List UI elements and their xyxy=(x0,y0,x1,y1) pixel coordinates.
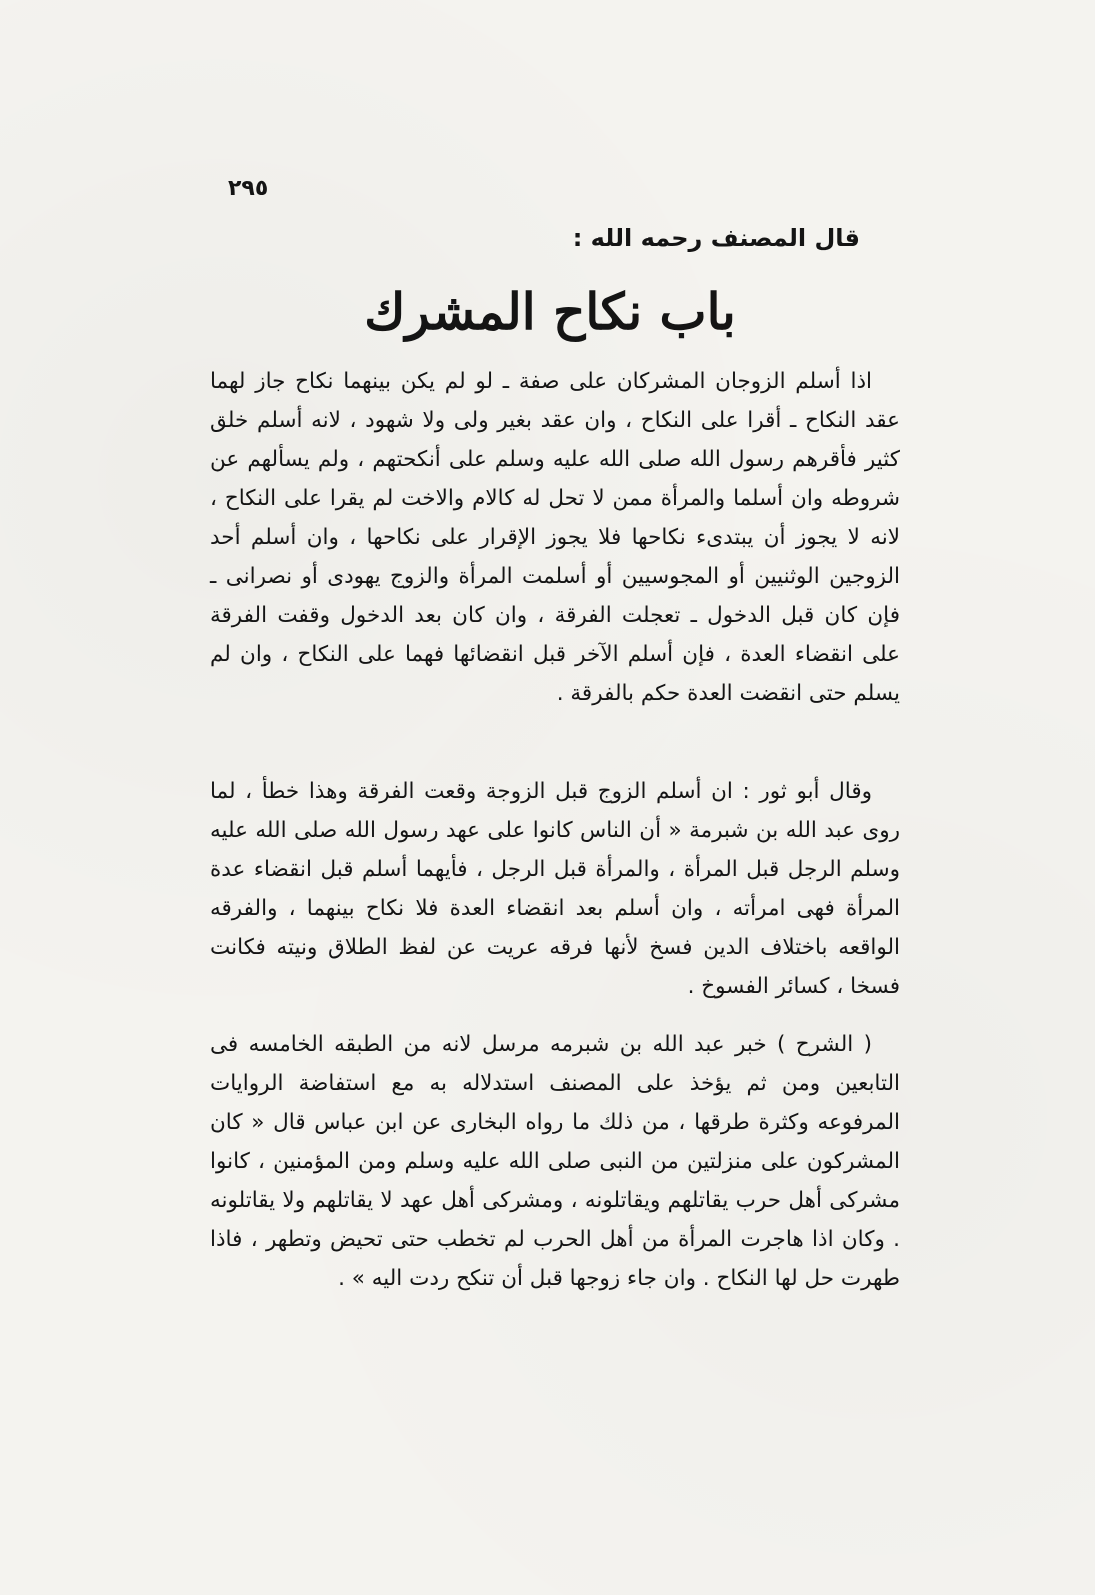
paragraph-text: اذا أسلم الزوجان المشركان على صفة ـ لو لم يكن بينهما نكاح جاز لهما عقد النكاح ـ أقرا على النكاح ، وان عقد بغير ولى ولا شهود ، لانه أسلم خلق كثير فأقرهم رسول الله صلى الله عليه وسلم على أنكحتهم ، ولم يسألهم عن شروطه وان أسلما والمرأة ممن لا تحل له كالام والاخت لم يقرا على النكاح ، لانه لا يجوز أن يبتدىء نكاحها فلا يجوز الإقرار على نكاحها ، وان أسلم أحد الزوجين الوثنيين أو المجوسيين أو أسلمت المرأة والزوج يهودى أو نصرانى ـ فإن كان قبل الدخول ـ تعجلت الفرقة ، وان كان بعد الدخول وقفت الفرقة على انقضاء العدة ، فإن أسلم الآخر قبل انقضائها فهما على النكاح ، وان لم يسلم حتى انقضت العدة حكم بالفرقة . xyxy=(210,369,900,706)
paragraph-text: ( الشرح ) خبر عبد الله بن شبرمه مرسل لانه من الطبقه الخامسه فى التابعين ومن ثم يؤخذ على المصنف استدلاله به مع استفاضة الروايات المرفوعه وكثرة طرقها ، من ذلك ما رواه البخارى عن ابن عباس قال « كان المشركون على منزلتين من النبى صلى الله عليه وسلم ومن المؤمنين ، كانوا مشركى أهل حرب يقاتلهم ويقاتلونه ، ومشركى أهل عهد لا يقاتلهم ولا يقاتلونه . وكان اذا هاجرت المرأة من أهل الحرب لم تخطب حتى تحيض وتطهر ، فاذا طهرت حل لها النكاح . وان جاء زوجها قبل أن تنكح ردت اليه » . xyxy=(210,1032,900,1291)
paragraph-text: وقال أبو ثور : ان أسلم الزوج قبل الزوجة وقعت الفرقة وهذا خطأ ، لما روى عبد الله بن شبرمة « أن الناس كانوا على عهد رسول الله صلى الله عليه وسلم الرجل قبل المرأة ، والمرأة قبل الرجل ، فأيهما أسلم قبل انقضاء عدة المرأة فهى امرأته ، وان أسلم بعد انقضاء العدة فلا نكاح بينهما ، والفرقه الواقعه باختلاف الدين فسخ لأنها فرقه عريت عن لفظ الطلاق ونيته فكانت فسخا ، كسائر الفسوخ . xyxy=(210,779,900,999)
paragraph-1 xyxy=(210,362,900,713)
paragraph-2 xyxy=(210,772,900,1006)
chapter-title: باب نكاح المشرك xyxy=(364,282,736,341)
author-attribution: قال المصنف رحمه الله : xyxy=(572,224,860,252)
page-number: ٢٩٥ xyxy=(228,176,269,201)
paragraph-3-commentary xyxy=(210,1025,900,1298)
